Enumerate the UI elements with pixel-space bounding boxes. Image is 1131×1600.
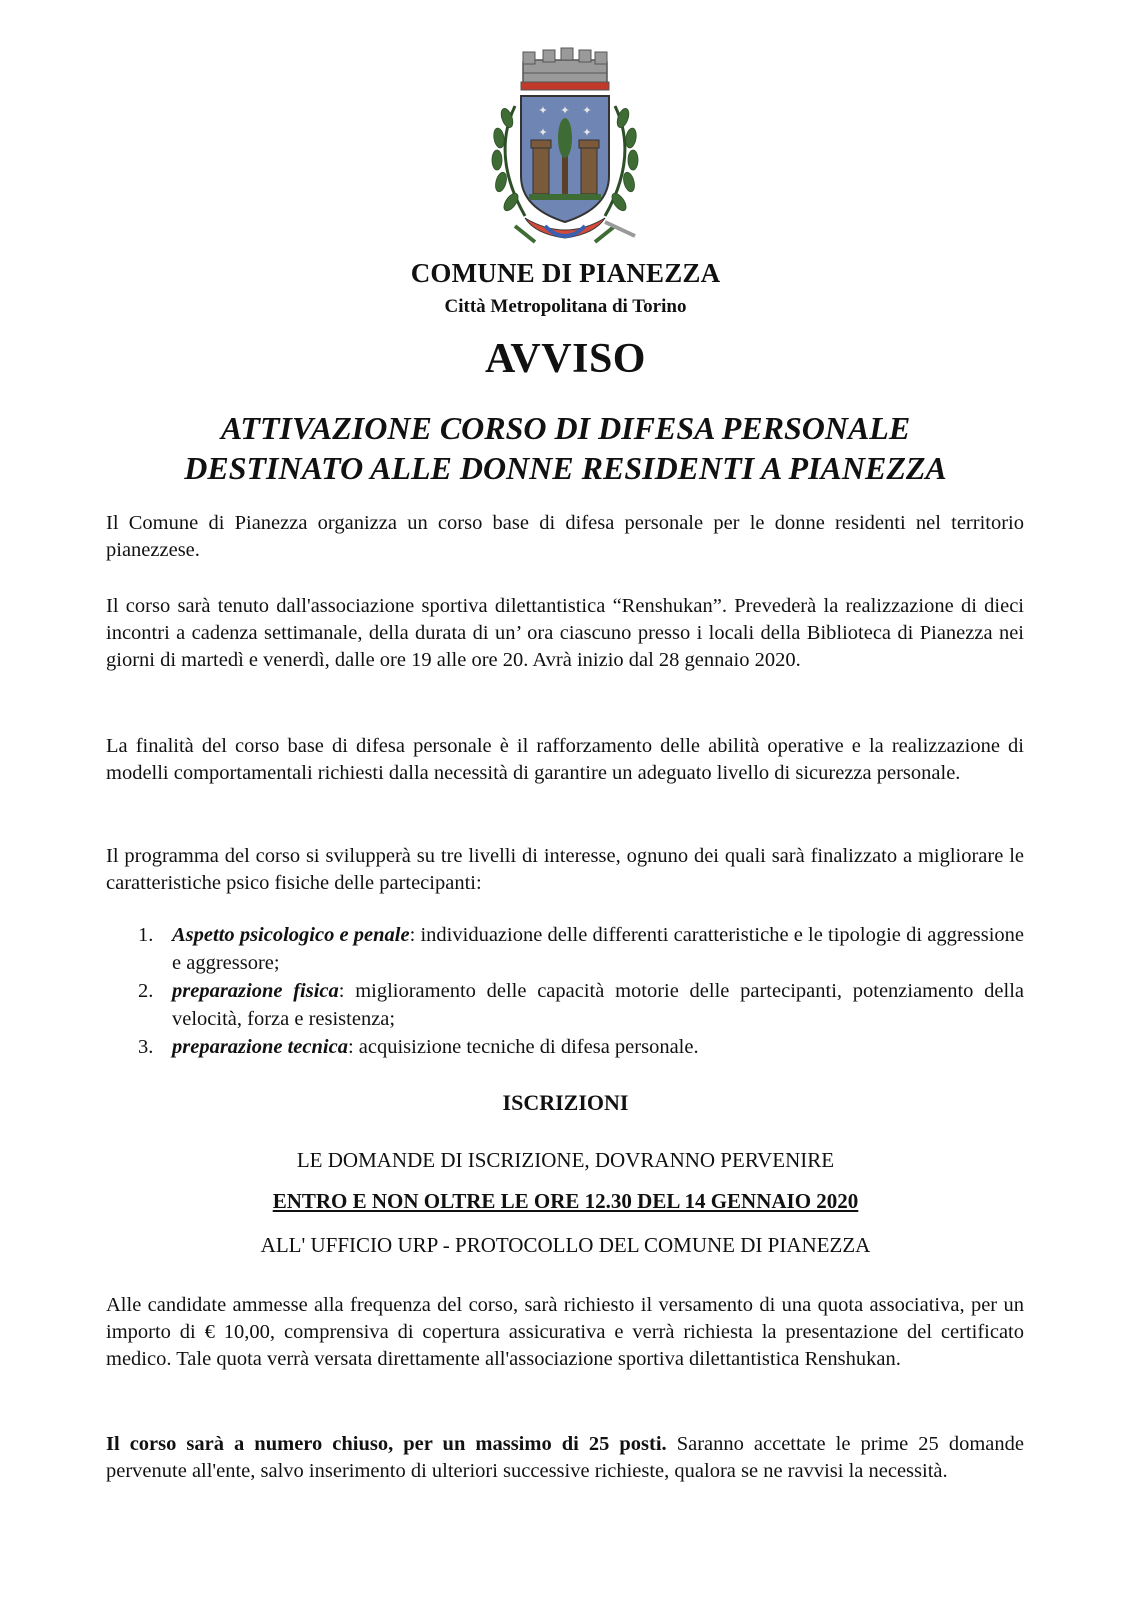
- paragraph-limit: [106, 1431, 1024, 1485]
- registration-line-1: LE DOMANDE DI ISCRIZIONE, DOVRANNO PERVENIRE: [296, 1148, 835, 1172]
- headline-line-2: DESTINATO ALLE DONNE RESIDENTI A PIANEZZA: [184, 450, 947, 486]
- svg-text:✦: ✦: [538, 126, 548, 139]
- list-item-number: 3.: [138, 1036, 154, 1058]
- crown-icon: [521, 48, 609, 90]
- list-item-text: : individuazione delle differenti caratteristiche e le tipologie di aggressione e aggressore;: [172, 924, 1024, 974]
- paragraph-intro: Il Comune di Pianezza organizza un corso base di difesa personale per le donne residenti nel territorio pianezzese.: [106, 512, 1024, 561]
- paragraph-course-details: Il corso sarà tenuto dall'associazione sportiva dilettantistica “Renshukan”. Prevederà la realizzazione di dieci incontri a cadenza settimanale, della durata di un’ ora ciascuno presso i locali della Biblioteca di Pianezza nei giorni di martedì e venerdì, dalle ore 19 alle ore 20. Avrà inizio dal 28 gennaio 2020.: [106, 595, 1024, 671]
- municipality-subtitle: Città Metropolitana di Torino: [444, 296, 687, 317]
- municipality-name: COMUNE DI PIANEZZA: [410, 258, 721, 288]
- list-item-text: : miglioramento delle capacità motorie delle partecipanti, potenziamento della velocità, forza e resistenza;: [172, 980, 1024, 1030]
- shield-icon: [521, 96, 609, 222]
- paragraph-purpose: La finalità del corso base di difesa personale è il rafforzamento delle abilità operative e la realizzazione di modelli comportamentali richiesti dalla necessità di garantire un adeguato livello di sicurezza personale.: [106, 735, 1024, 784]
- svg-text:✦: ✦: [560, 104, 570, 117]
- list-item: [106, 977, 1024, 1033]
- svg-text:✦: ✦: [538, 104, 548, 117]
- program-levels-list: [106, 921, 1024, 1061]
- list-item-term: Aspetto psicologico e penale: [172, 924, 410, 946]
- paragraph-program: Il programma del corso si svilupperà su tre livelli di interesse, ognuno dei quali sarà finalizzato a migliorare le caratteristiche psico fisiche delle partecipanti:: [106, 845, 1024, 894]
- registration-heading: ISCRIZIONI: [502, 1090, 629, 1115]
- limit-text: Saranno accettate le prime 25 domande pervenute all'ente, salvo inserimento di ulteriori successive richieste, qualora se ne ravvisi la necessità.: [106, 1433, 1024, 1482]
- registration-office: ALL' UFFICIO URP - PROTOCOLLO DEL COMUNE DI PIANEZZA: [260, 1233, 871, 1257]
- list-item-number: 1.: [138, 924, 154, 946]
- notice-headline: [0, 408, 1131, 488]
- list-item-number: 2.: [138, 980, 154, 1002]
- notice-title: AVVISO: [485, 336, 646, 382]
- list-item-text: : acquisizione tecniche di difesa personale.: [347, 1036, 699, 1058]
- list-item-term: preparazione fisica: [172, 980, 339, 1002]
- headline-line-1: ATTIVAZIONE CORSO DI DIFESA PERSONALE: [220, 410, 911, 446]
- ribbon-icon: [515, 218, 635, 242]
- list-item: [106, 921, 1024, 977]
- list-item: [106, 1033, 1024, 1061]
- svg-text:✦: ✦: [582, 104, 592, 117]
- svg-text:✦: ✦: [582, 126, 592, 139]
- limit-bold-text: Il corso sarà a numero chiuso, per un massimo di 25 posti.: [106, 1433, 667, 1455]
- list-item-term: preparazione tecnica: [172, 1036, 348, 1058]
- municipal-crest-logo: [485, 46, 645, 256]
- paragraph-fee: Alle candidate ammesse alla frequenza del corso, sarà richiesto il versamento di una quota associativa, per un importo di € 10,00, comprensiva di copertura assicurativa e verrà richiesta la presentazione del certificato medico. Tale quota verrà versata direttamente all'associazione sportiva dilettantistica Renshukan.: [106, 1294, 1024, 1370]
- registration-deadline: ENTRO E NON OLTRE LE ORE 12.30 DEL 14 GENNAIO 2020: [272, 1189, 859, 1213]
